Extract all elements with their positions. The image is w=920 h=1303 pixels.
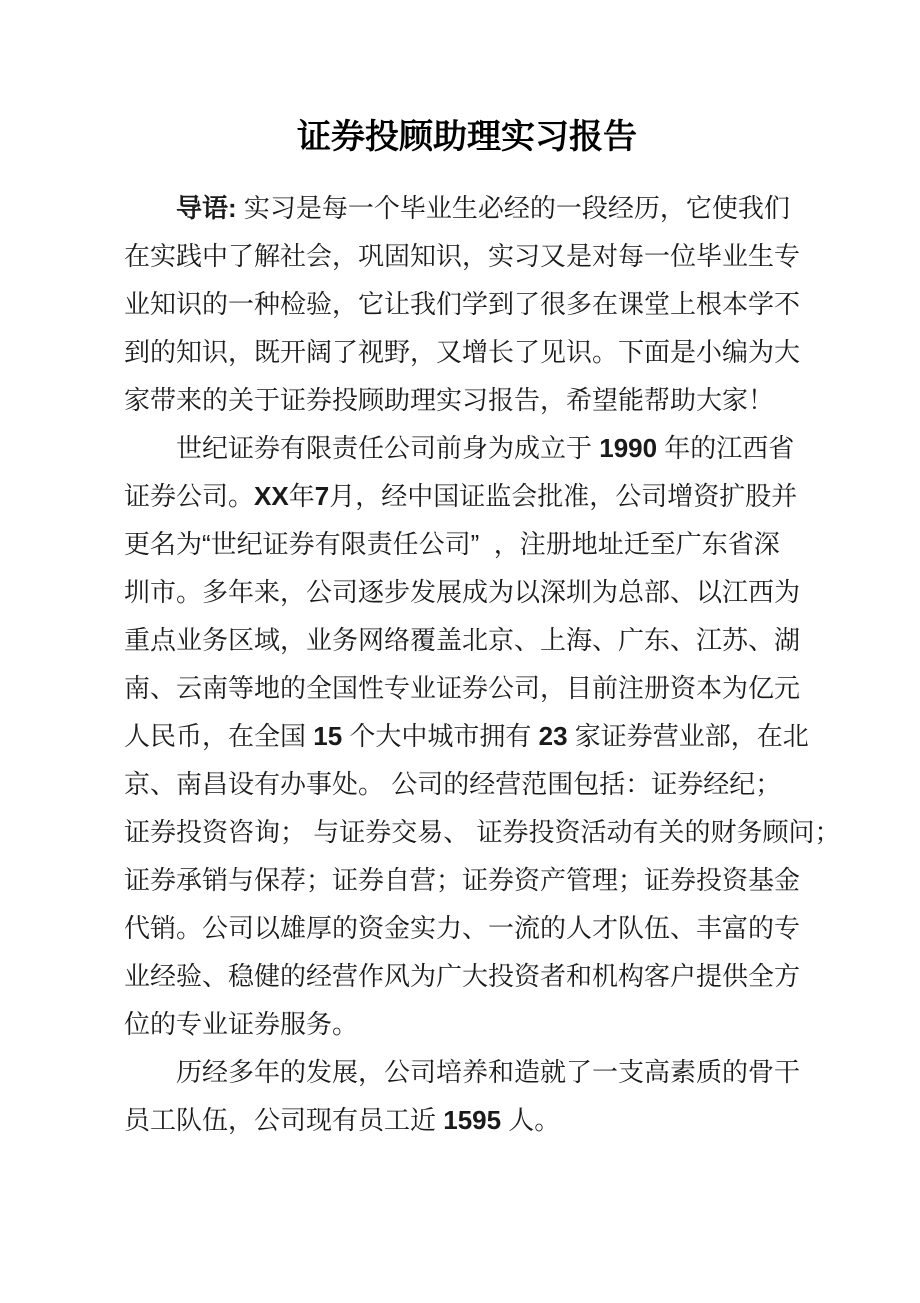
text-run: 重点业务区域，业务网络覆盖北京、上海、广东、江苏、湖	[124, 625, 801, 655]
text-run: 实习是每一个毕业生必经的一段经历，它使我们	[236, 193, 790, 223]
paragraph	[124, 424, 841, 1048]
text-line	[124, 520, 810, 568]
text-run: 家证券营业部，在北	[567, 721, 809, 751]
text-run: 业经验、稳健的经营作风为广大投资者和机构客户提供全方	[124, 961, 801, 991]
text-line	[124, 952, 810, 1000]
bold-text-run: 15	[313, 721, 343, 751]
text-run: 南、云南等地的全国性专业证券公司，目前注册资本为亿元	[124, 673, 801, 703]
bold-text-run: 导语:	[176, 193, 237, 223]
text-line	[124, 856, 810, 904]
text-line	[124, 664, 810, 712]
text-run: 证券投资咨询； 与证券交易、 证券投资活动有关的财务顾问；	[124, 817, 841, 847]
text-line	[124, 712, 810, 760]
text-line	[124, 568, 810, 616]
text-run: 京、南昌设有办事处。 公司的经营范围包括：证券经纪；	[124, 769, 782, 799]
text-run: 年的江西省	[657, 433, 795, 463]
page-title: 证券投顾助理实习报告	[297, 118, 637, 156]
text-line	[124, 616, 810, 664]
text-line	[124, 472, 810, 520]
bold-text-run: 7	[314, 481, 330, 511]
text-line	[124, 904, 810, 952]
text-line	[124, 232, 810, 280]
text-run: 位的专业证券服务。	[124, 1009, 359, 1039]
bold-text-run: 1990	[599, 433, 658, 463]
bold-text-run: XX	[254, 481, 289, 511]
text-run: 年	[288, 481, 315, 511]
text-line	[124, 184, 810, 232]
text-run: 历经多年的发展，公司培养和造就了一支高素质的骨干	[176, 1057, 801, 1087]
paragraph	[124, 184, 810, 424]
document-body	[124, 184, 841, 1144]
bold-text-run: 23	[538, 721, 568, 751]
text-line	[124, 328, 810, 376]
text-run: 在实践中了解社会，巩固知识，实习又是对每一位毕业生专	[124, 241, 801, 271]
text-run: 到的知识，既开阔了视野，又增长了见识。下面是小编为大	[124, 337, 801, 367]
text-run: 人。	[501, 1105, 561, 1135]
text-line	[124, 808, 841, 856]
text-run: 家带来的关于证券投顾助理实习报告，希望能帮助大家！	[124, 385, 775, 415]
text-run: 个大中城市拥有	[342, 721, 539, 751]
bold-text-run: 1595	[443, 1105, 502, 1135]
text-line	[124, 1000, 810, 1048]
paragraph	[124, 1048, 810, 1144]
text-line	[124, 760, 810, 808]
text-run: 证券公司。	[124, 481, 255, 511]
text-run: 圳市。多年来，公司逐步发展成为以深圳为总部、以江西为	[124, 577, 801, 607]
text-line	[124, 1096, 810, 1144]
text-run: 世纪证券有限责任公司前身为成立于	[176, 433, 600, 463]
text-run: 月，经中国证监会批准，公司增资扩股并	[329, 481, 798, 511]
text-line	[124, 1048, 810, 1096]
text-line	[124, 280, 810, 328]
text-run: 更名为“世纪证券有限责任公司” ，注册地址迁至广东省深	[124, 529, 780, 559]
text-run: 员工队伍，公司现有员工近	[124, 1105, 444, 1135]
text-run: 证券承销与保荐；证券自营；证券资产管理；证券投资基金	[124, 865, 801, 895]
text-run: 业知识的一种检验，它让我们学到了很多在课堂上根本学不	[124, 289, 801, 319]
text-line	[124, 424, 810, 472]
text-run: 代销。公司以雄厚的资金实力、一流的人才队伍、丰富的专	[124, 913, 801, 943]
text-run: 人民币，在全国	[124, 721, 314, 751]
text-line	[124, 376, 810, 424]
